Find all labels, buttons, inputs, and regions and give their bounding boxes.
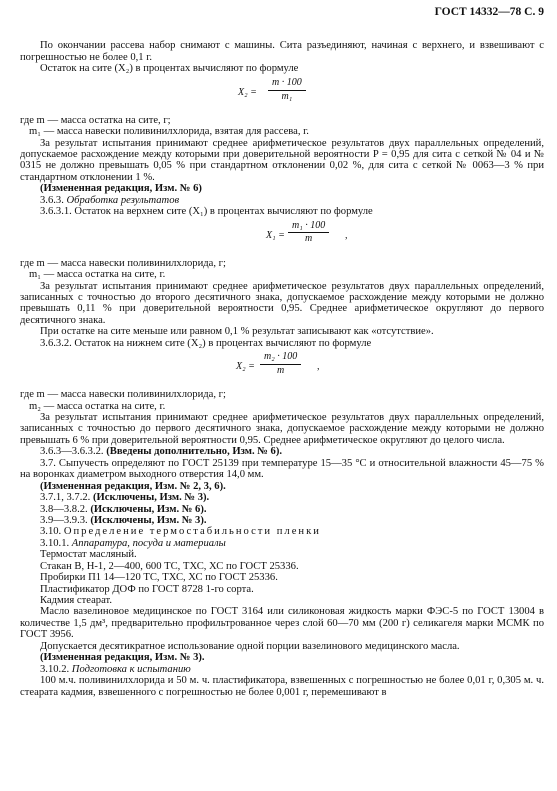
section-number: 3.6.3. xyxy=(40,194,64,206)
paragraph: 3.6.3.1. Остаток на верхнем сите (X₁) в процентах вычисляют по формуле xyxy=(40,206,373,218)
where-line: где m — масса навески поливинилхлорида, г; xyxy=(20,257,226,269)
amendment-note: (Исключены, Изм. № 3). xyxy=(92,492,210,504)
paragraph: Масло вазелиновое медицинское по ГОСТ 3164 или силиконовая жидкость марки ФЭС-5 по ГОСТ 13004 в количестве 1,5 дм³, предварительно профильтрованное через слой 60—70 мм (200 г) селикагеля марки МСМК по ГОСТ 3956. xyxy=(20,606,544,641)
section-heading xyxy=(20,538,544,549)
formula-comma: , xyxy=(345,229,348,241)
amendment-line xyxy=(20,446,544,457)
amendment-note: (Исключены, Изм. № 6). xyxy=(90,503,207,515)
formula-lhs: X₂ = xyxy=(236,361,255,373)
excluded-line xyxy=(20,492,544,503)
material-item: Кадмия стеарат. xyxy=(40,595,112,607)
formula-denominator: m₁ xyxy=(281,90,293,102)
section-title: Обработка результатов xyxy=(66,194,180,206)
paragraph: За результат испытания принимают среднее арифметическое результатов двух параллельных определений, записанных с точностью до первого десятичного знака, допускаемое расхождение между которыми не должно превышать 6 % при доверительной вероятности 0,95. Среднее арифметическое округляют до целого числа. xyxy=(20,412,544,446)
material-item: Пластификатор ДОФ по ГОСТ 8728 1-го сорта. xyxy=(40,583,254,595)
section-number: 3.10.2. xyxy=(40,663,70,675)
formula-lhs: X₂ = xyxy=(238,86,257,98)
paragraph: За результат испытания принимают среднее арифметическое результатов двух параллельных определений, записанных с точностью до второго десятичного знака, допускаемое расхождение между которыми не должно превышать 0,11 % при доверительной вероятности 0,95. Среднее арифметическое округляют до первого десятичного знака. xyxy=(20,280,544,326)
paragraph: Допускается десятикратное использование одной порции вазелинового медицинского масла. xyxy=(40,640,460,652)
section-range: 3.7.1, 3.7.2. xyxy=(40,492,91,504)
formula-denominator: m xyxy=(304,233,313,245)
formula-lhs: X₁ = xyxy=(266,229,285,241)
section-number: 3.10. xyxy=(40,526,62,538)
paragraph: По окончании рассева набор снимают с машины. Сита разъединяют, начиная с верхнего, и взвешивают с погрешностью не более 0,1 г. xyxy=(20,40,544,63)
section-title: Подготовка к испытанию xyxy=(71,663,191,675)
formula-numerator: m · 100 xyxy=(268,78,306,91)
formula-denominator: m xyxy=(276,364,285,376)
page-header: ГОСТ 14332—78 С. 9 xyxy=(434,6,544,18)
material-item: Стакан В, Н-1, 2—400, 600 ТС, ТХС, ХС по ГОСТ 25336. xyxy=(40,560,299,572)
where-line: m₁ — масса навески поливинилхлорида, взятая для рассева, г. xyxy=(29,126,309,138)
where-line: где m — масса навески поливинилхлорида, г; xyxy=(20,389,226,401)
amendment-note: (Исключены, Изм. № 3). xyxy=(90,514,207,526)
paragraph: При остатке на сите меньше или равном 0,1 % результат записывают как «отсутствие». xyxy=(40,326,434,338)
section-heading xyxy=(20,526,544,537)
material-item: Пробирки П1 14—120 ТС, ТХС, ХС по ГОСТ 25336. xyxy=(40,572,278,584)
section-range: 3.6.3—3.6.3.2. xyxy=(40,446,104,458)
edition-note: (Измененная редакция, Изм. № 2, 3, 6). xyxy=(40,480,226,492)
where-line: m₁ — масса остатка на сите, г. xyxy=(29,269,166,281)
excluded-line xyxy=(20,515,544,526)
formula-fraction xyxy=(260,352,301,377)
excluded-line xyxy=(20,504,544,515)
formula-x2-sieve xyxy=(20,78,544,112)
section-title: Определение термостабильности пленки xyxy=(63,526,321,538)
paragraph: 3.6.3.2. Остаток на нижнем сите (X₂) в процентах вычисляют по формуле xyxy=(40,337,372,349)
document-page xyxy=(20,6,544,698)
formula-numerator: m₂ · 100 xyxy=(260,352,301,365)
section-title: Аппаратура, посуда и материалы xyxy=(71,537,226,549)
amendment-note: (Введены дополнительно, Изм. № 6). xyxy=(106,446,283,458)
paragraph: За результат испытания принимают среднее арифметическое результатов двух параллельных определений, допускаемое расхождение между которыми при доверительной вероятности P = 0,95 для сита с сеткой № 04 и № 0315 не должно превышать 0,05 % при стандартном отклонении 0,02 %, для сита с сеткой № 0063—3 % при стандартном отклонении 1 %. xyxy=(20,137,544,183)
formula-numerator: m₁ · 100 xyxy=(288,221,329,234)
material-item: Термостат масляный. xyxy=(40,549,137,561)
edition-note: (Измененная редакция, Изм. № 6) xyxy=(40,183,202,195)
formula-fraction xyxy=(268,78,306,103)
where-line: m₂ — масса остатка на сите, г. xyxy=(29,400,166,412)
formula-comma: , xyxy=(317,361,320,373)
section-number: 3.10.1. xyxy=(40,537,70,549)
paragraph: 100 м.ч. поливинилхлорида и 50 м. ч. пластификатора, взвешенных с погрешностью не более 0,01 г, 0,305 м. ч. стеарата кадмия, взвешенного с погрешностью не более 0,001 г, перемешивают в xyxy=(20,675,544,698)
section-heading xyxy=(20,195,544,206)
formula-x1-upper xyxy=(20,221,544,255)
formula-x2-lower xyxy=(20,352,544,386)
formula-fraction xyxy=(288,221,329,246)
edition-note: (Измененная редакция, Изм. № 3). xyxy=(40,652,205,664)
section-heading xyxy=(20,664,544,675)
paragraph: 3.7. Сыпучесть определяют по ГОСТ 25139 при температуре 15—35 °С и относительной влажности 45—75 % на воронках диаметром выходного отверстия 14,0 мм. xyxy=(20,457,544,481)
where-line: где m — масса остатка на сите, г; xyxy=(20,114,171,126)
section-range: 3.9—3.9.3. xyxy=(40,514,88,526)
paragraph: Остаток на сите (X₂) в процентах вычисляют по формуле xyxy=(40,63,299,75)
section-range: 3.8—3.8.2. xyxy=(40,503,88,515)
